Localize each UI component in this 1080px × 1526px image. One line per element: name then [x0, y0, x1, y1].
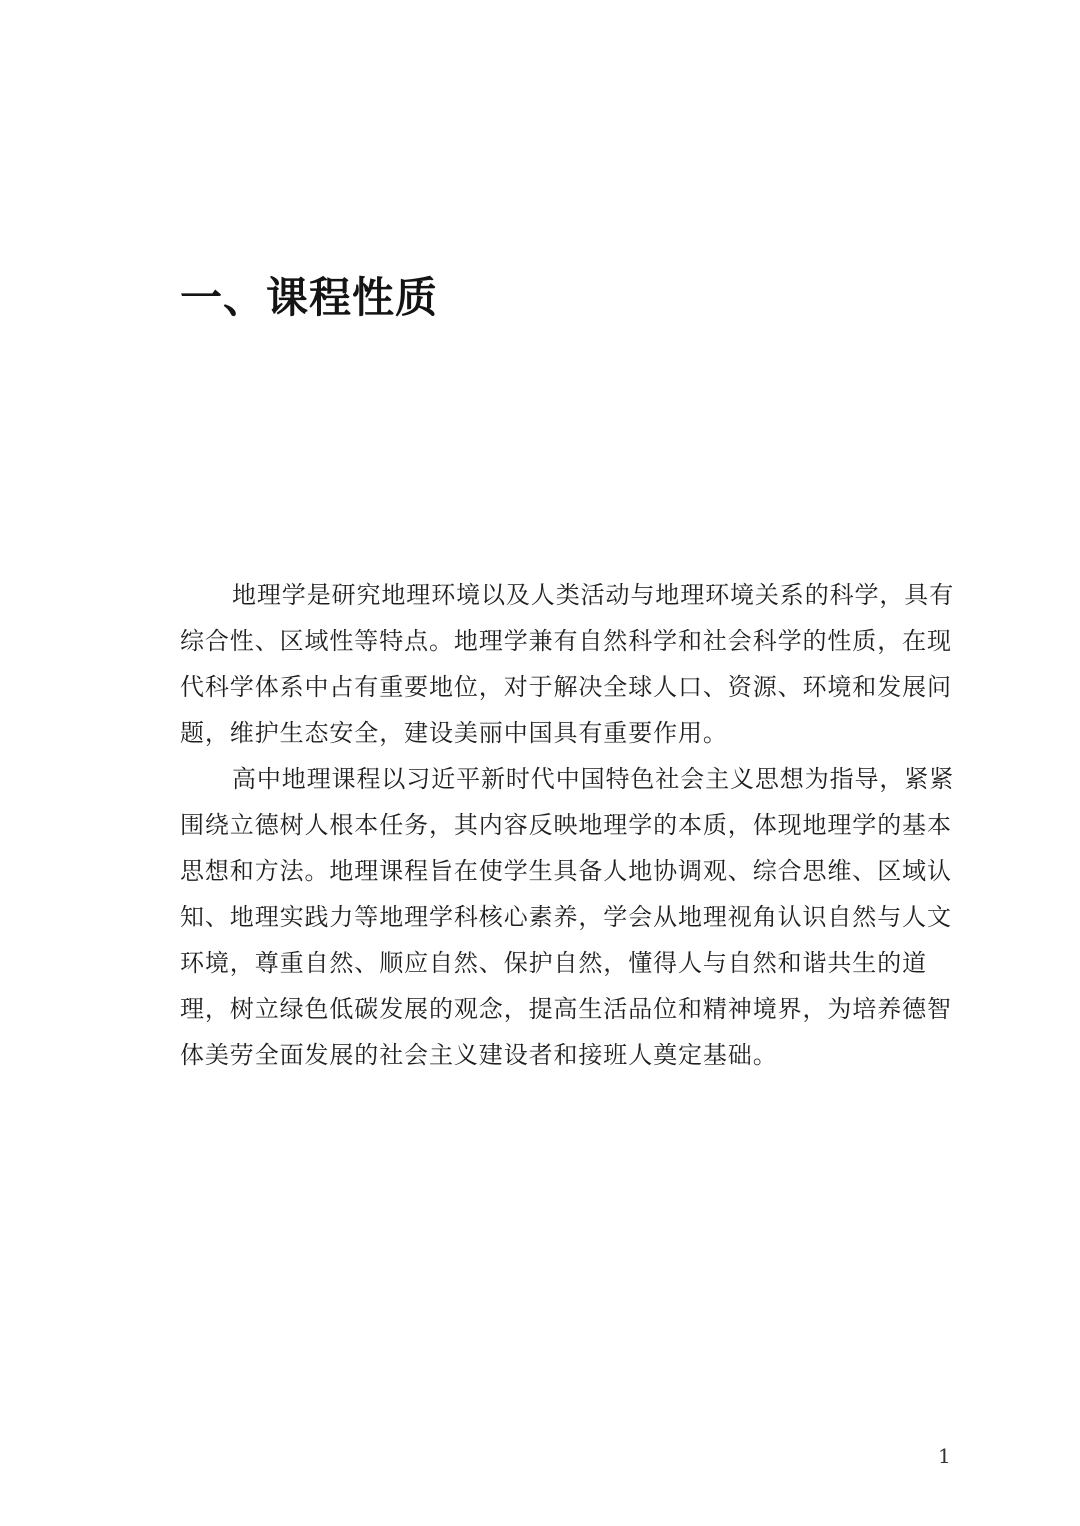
paragraph-line: 题，维护生态安全，建设美丽中国具有重要作用。: [180, 719, 728, 747]
section-body: [180, 572, 955, 1078]
paragraph-line: 综合性、区域性等特点。地理学兼有自然科学和社会科学的性质，在现: [180, 627, 952, 655]
paragraph-line: 理，树立绿色低碳发展的观念，提高生活品位和精神境界，为培养德智: [180, 995, 952, 1023]
paragraph-line: 高中地理课程以习近平新时代中国特色社会主义思想为指导，紧紧: [232, 765, 955, 793]
page-number: 1: [938, 1444, 951, 1468]
paragraph-line: 知、地理实践力等地理学科核心素养，学会从地理视角认识自然与人文: [180, 903, 952, 931]
paragraph-line: 体美劳全面发展的社会主义建设者和接班人奠定基础。: [180, 1041, 778, 1069]
paragraph-line: 地理学是研究地理环境以及人类活动与地理环境关系的科学，具有: [232, 581, 955, 609]
paragraph-line: 思想和方法。地理课程旨在使学生具备人地协调观、综合思维、区域认: [180, 857, 952, 885]
section-title: 一、课程性质: [180, 273, 439, 322]
paragraph-line: 代科学体系中占有重要地位，对于解决全球人口、资源、环境和发展问: [180, 673, 952, 701]
paragraph-1: [180, 572, 955, 756]
paragraph-line: 围绕立德树人根本任务，其内容反映地理学的本质，体现地理学的基本: [180, 811, 952, 839]
paragraph-line: 环境，尊重自然、顺应自然、保护自然，懂得人与自然和谐共生的道: [180, 949, 927, 977]
paragraph-2: [180, 756, 955, 1078]
